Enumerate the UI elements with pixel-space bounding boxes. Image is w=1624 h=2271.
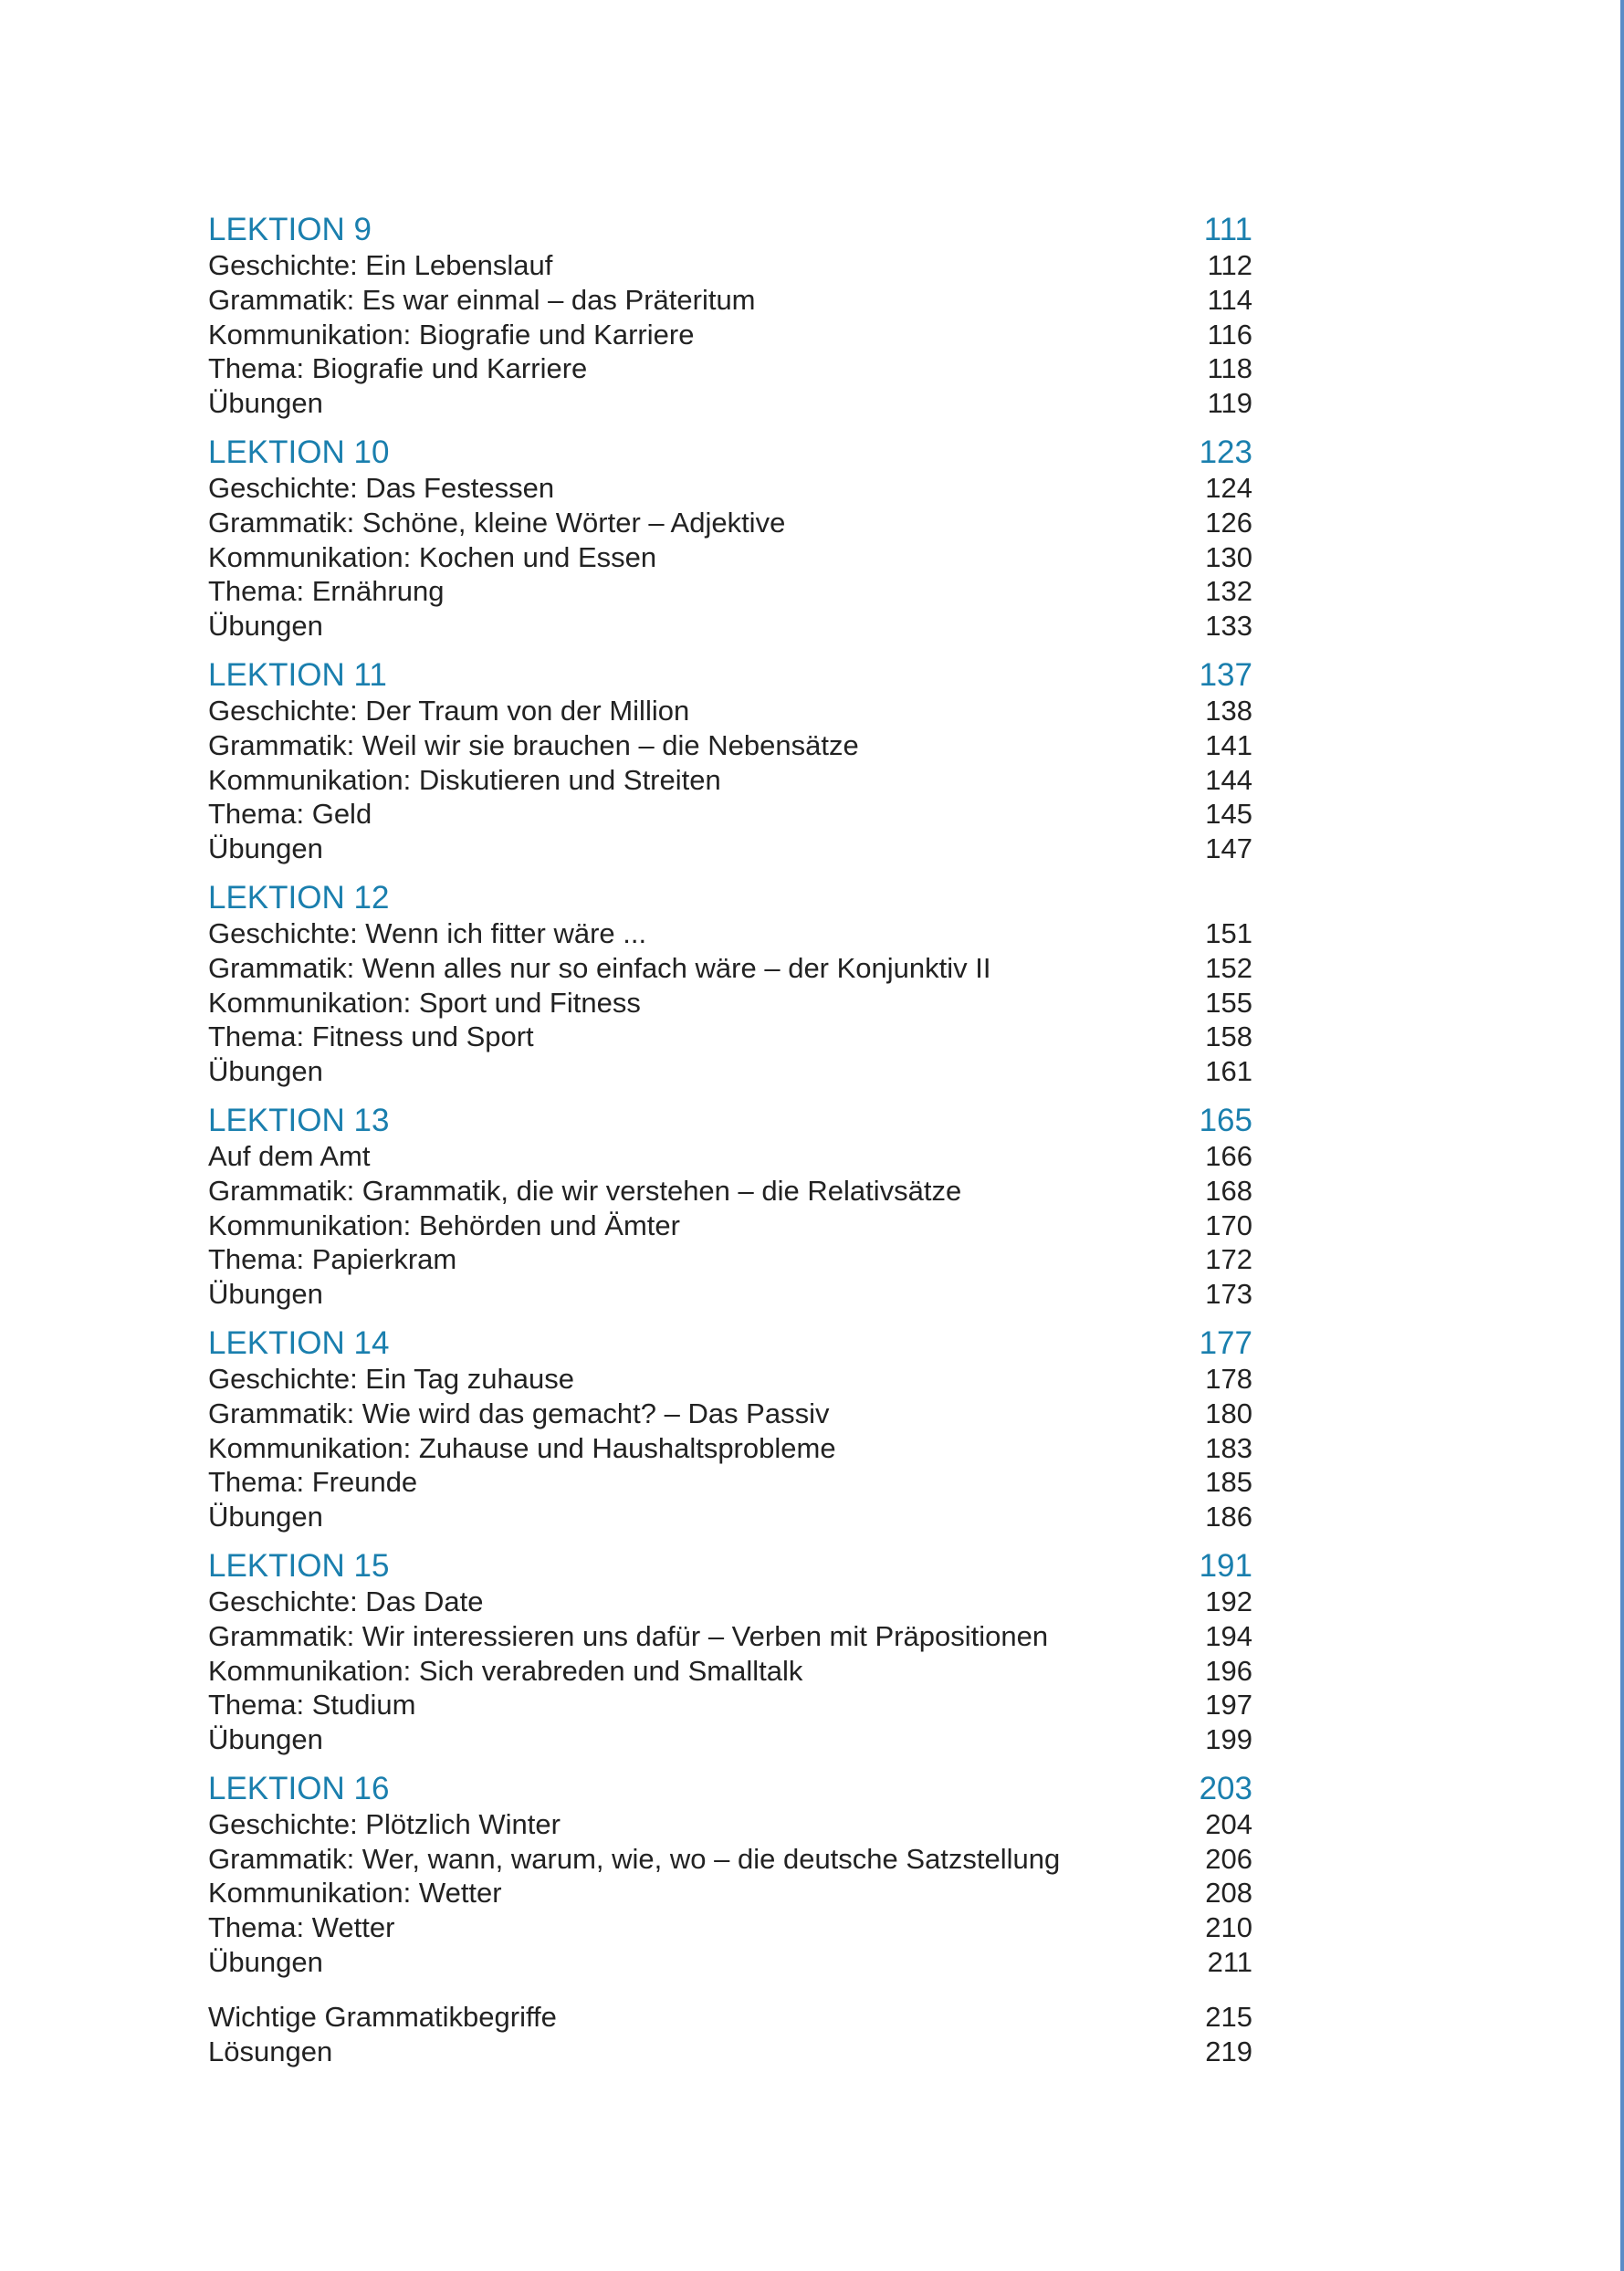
toc-entry-page-number: 116 (1207, 318, 1252, 351)
toc-entry-page-number: 199 (1205, 1723, 1252, 1756)
lesson-section (208, 1325, 1252, 1534)
toc-entry-label: Thema: Studium (208, 1689, 416, 1722)
toc-entry[interactable] (208, 506, 1252, 540)
toc-entry[interactable] (208, 1209, 1252, 1243)
toc-entry[interactable] (208, 1807, 1252, 1842)
toc-entry-page-number: 173 (1205, 1278, 1252, 1311)
toc-entry-page-number: 211 (1207, 1946, 1252, 1979)
toc-entry-page-number: 185 (1205, 1466, 1252, 1499)
lesson-heading-page-number: 191 (1199, 1547, 1252, 1584)
toc-entry-label: Kommunikation: Diskutieren und Streiten (208, 763, 721, 796)
toc-entry[interactable] (208, 283, 1252, 318)
toc-entry-label: Kommunikation: Sich verabreden und Smalltalk (208, 1654, 803, 1687)
toc-entry[interactable] (208, 1174, 1252, 1209)
toc-entry[interactable] (208, 609, 1252, 644)
toc-entry[interactable] (208, 1431, 1252, 1466)
toc-entry-page-number: 210 (1205, 1911, 1252, 1944)
toc-entry[interactable] (208, 1876, 1252, 1910)
toc-entry-label: Grammatik: Wie wird das gemacht? – Das Passiv (208, 1397, 830, 1429)
toc-entry-page-number: 168 (1205, 1174, 1252, 1207)
toc-entry-label: Übungen (208, 1723, 323, 1756)
toc-entry[interactable] (208, 1910, 1252, 1945)
appendix-entry[interactable] (208, 2000, 1252, 2035)
toc-entry-label: Thema: Biografie und Karriere (208, 352, 588, 385)
lesson-heading[interactable] (208, 1103, 1252, 1139)
lesson-heading-page-number: 203 (1199, 1770, 1252, 1806)
toc-entry[interactable] (208, 1500, 1252, 1534)
toc-entry[interactable] (208, 1654, 1252, 1689)
toc-entry-page-number: 197 (1205, 1689, 1252, 1722)
lesson-heading-label: LEKTION 9 (208, 212, 372, 247)
toc-entry[interactable] (208, 1945, 1252, 1980)
toc-entry[interactable] (208, 832, 1252, 866)
toc-entry[interactable] (208, 471, 1252, 506)
lesson-heading[interactable] (208, 880, 1252, 916)
toc-entry-label: Grammatik: Wir interessieren uns dafür – Verben mit Präpositionen (208, 1619, 1049, 1652)
toc-entry[interactable] (208, 797, 1252, 832)
toc-entry-label: Kommunikation: Kochen und Essen (208, 540, 657, 573)
toc-entry[interactable] (208, 763, 1252, 798)
lesson-section (208, 212, 1252, 421)
appendix-entry-page-number: 219 (1205, 2035, 1252, 2067)
toc-entry[interactable] (208, 916, 1252, 951)
lesson-heading[interactable] (208, 1548, 1252, 1585)
toc-entry[interactable] (208, 1842, 1252, 1877)
toc-entry-label: Thema: Freunde (208, 1466, 418, 1499)
toc-entry-label: Übungen (208, 832, 323, 865)
lesson-heading-label: LEKTION 11 (208, 656, 387, 693)
toc-entry-page-number: 112 (1207, 249, 1252, 281)
lesson-heading-page-number: 111 (1203, 212, 1252, 247)
toc-entry-page-number: 155 (1205, 986, 1252, 1019)
toc-entry[interactable] (208, 386, 1252, 421)
toc-entry-page-number: 138 (1205, 694, 1252, 727)
toc-entry-label: Übungen (208, 1055, 323, 1088)
toc-entry-label: Thema: Wetter (208, 1911, 395, 1944)
toc-entry-page-number: 170 (1205, 1209, 1252, 1241)
toc-entry-label: Geschichte: Ein Lebenslauf (208, 249, 553, 281)
lesson-heading[interactable] (208, 1771, 1252, 1807)
toc-entry-label: Kommunikation: Biografie und Karriere (208, 318, 695, 351)
toc-entry[interactable] (208, 1139, 1252, 1174)
toc-entry-label: Geschichte: Das Festessen (208, 471, 555, 504)
toc-entry-page-number: 204 (1205, 1807, 1252, 1840)
toc-entry-label: Thema: Ernährung (208, 575, 445, 608)
toc-entry-page-number: 119 (1207, 387, 1252, 420)
toc-entry[interactable] (208, 1619, 1252, 1654)
toc-entry[interactable] (208, 540, 1252, 575)
appendix-entry[interactable] (208, 2035, 1252, 2069)
toc-entry-label: Übungen (208, 387, 323, 420)
toc-entry-page-number: 114 (1207, 283, 1252, 316)
toc-entry-label: Thema: Papierkram (208, 1243, 457, 1276)
toc-entry[interactable] (208, 318, 1252, 352)
appendix-entry-page-number: 215 (1205, 2000, 1252, 2033)
lesson-heading-label: LEKTION 15 (208, 1547, 390, 1584)
lesson-section (208, 1103, 1252, 1312)
toc-entry-page-number: 132 (1205, 575, 1252, 608)
toc-entry[interactable] (208, 694, 1252, 728)
toc-entry[interactable] (208, 1397, 1252, 1431)
toc-entry[interactable] (208, 951, 1252, 986)
lesson-section (208, 1771, 1252, 1980)
toc-entry[interactable] (208, 1242, 1252, 1277)
toc-entry-page-number: 133 (1205, 610, 1252, 643)
lesson-heading-label: LEKTION 10 (208, 434, 390, 470)
toc-entry-page-number: 194 (1205, 1619, 1252, 1652)
toc-entry[interactable] (208, 1465, 1252, 1500)
toc-entry-label: Geschichte: Wenn ich fitter wäre ... (208, 916, 647, 949)
toc-entry[interactable] (208, 1688, 1252, 1722)
lesson-heading-label: LEKTION 14 (208, 1324, 390, 1361)
toc-entry-page-number: 151 (1205, 916, 1252, 949)
toc-entry-page-number: 183 (1205, 1431, 1252, 1464)
toc-entry-label: Grammatik: Schöne, kleine Wörter – Adjektive (208, 506, 786, 539)
appendix-entry-label: Lösungen (208, 2035, 333, 2067)
lesson-section (208, 434, 1252, 644)
toc-entry[interactable] (208, 728, 1252, 763)
page-edge-rule (1620, 0, 1624, 2271)
toc-entry[interactable] (208, 574, 1252, 609)
toc-entry-page-number: 161 (1205, 1055, 1252, 1088)
lesson-heading[interactable] (208, 212, 1252, 248)
toc-entry-page-number: 158 (1205, 1020, 1252, 1053)
toc-entry[interactable] (208, 351, 1252, 386)
lesson-heading-page-number: 177 (1199, 1324, 1252, 1361)
toc-entry-page-number: 147 (1205, 832, 1252, 865)
toc-entry[interactable] (208, 1277, 1252, 1312)
toc-entry[interactable] (208, 1362, 1252, 1397)
toc-entry-label: Geschichte: Das Date (208, 1585, 484, 1617)
toc-entry-label: Thema: Geld (208, 798, 372, 831)
toc-entry-page-number: 141 (1205, 728, 1252, 761)
toc-entry-page-number: 144 (1205, 763, 1252, 796)
toc-entry-page-number: 208 (1205, 1877, 1252, 1910)
lesson-list (208, 212, 1252, 1980)
lesson-heading[interactable] (208, 657, 1252, 694)
toc-entry-label: Grammatik: Wenn alles nur so einfach wäre – der Konjunktiv II (208, 951, 991, 984)
toc-entry-page-number: 126 (1205, 506, 1252, 539)
toc-entry-page-number: 118 (1207, 352, 1252, 385)
toc-entry-label: Geschichte: Ein Tag zuhause (208, 1362, 574, 1395)
toc-entry[interactable] (208, 1722, 1252, 1757)
lesson-heading-page-number: 165 (1199, 1102, 1252, 1138)
toc-entry-page-number: 124 (1205, 471, 1252, 504)
toc-entry-label: Kommunikation: Sport und Fitness (208, 986, 641, 1019)
toc-entry-label: Kommunikation: Wetter (208, 1877, 502, 1910)
toc-entry-label: Übungen (208, 1278, 323, 1311)
appendix-entry-label: Wichtige Grammatikbegriffe (208, 2000, 557, 2033)
table-of-contents (208, 212, 1252, 2068)
toc-entry-page-number: 152 (1205, 951, 1252, 984)
toc-entry-page-number: 178 (1205, 1362, 1252, 1395)
toc-entry-label: Grammatik: Grammatik, die wir verstehen – die Relativsätze (208, 1174, 962, 1207)
toc-entry-label: Geschichte: Plötzlich Winter (208, 1807, 561, 1840)
toc-entry-page-number: 130 (1205, 540, 1252, 573)
toc-entry-label: Auf dem Amt (208, 1139, 371, 1172)
toc-entry-label: Kommunikation: Zuhause und Haushaltsprobleme (208, 1431, 836, 1464)
lesson-section (208, 657, 1252, 866)
toc-entry[interactable] (208, 1585, 1252, 1619)
toc-entry-page-number: 192 (1205, 1585, 1252, 1617)
toc-entry-label: Übungen (208, 1501, 323, 1533)
toc-entry-label: Grammatik: Wer, wann, warum, wie, wo – die deutsche Satzstellung (208, 1842, 1061, 1875)
lesson-heading-page-number: 123 (1199, 434, 1252, 470)
toc-entry-label: Grammatik: Weil wir sie brauchen – die Nebensätze (208, 728, 859, 761)
toc-entry-page-number: 206 (1205, 1842, 1252, 1875)
toc-entry[interactable] (208, 986, 1252, 1020)
toc-entry-label: Geschichte: Der Traum von der Million (208, 694, 690, 727)
lesson-section (208, 1548, 1252, 1757)
toc-entry[interactable] (208, 1054, 1252, 1089)
toc-entry-page-number: 166 (1205, 1139, 1252, 1172)
lesson-heading-label: LEKTION 13 (208, 1102, 390, 1138)
toc-entry-page-number: 196 (1205, 1654, 1252, 1687)
toc-entry-page-number: 186 (1205, 1501, 1252, 1533)
toc-entry[interactable] (208, 248, 1252, 283)
toc-entry-label: Übungen (208, 610, 323, 643)
toc-entry[interactable] (208, 1020, 1252, 1054)
toc-entry-label: Kommunikation: Behörden und Ämter (208, 1209, 680, 1241)
appendix-list (208, 2000, 1252, 2069)
toc-entry-page-number: 145 (1205, 798, 1252, 831)
lesson-heading-page-number: 137 (1199, 656, 1252, 693)
lesson-section (208, 880, 1252, 1089)
lesson-heading[interactable] (208, 434, 1252, 471)
lesson-heading[interactable] (208, 1325, 1252, 1362)
toc-entry-page-number: 172 (1205, 1243, 1252, 1276)
toc-entry-label: Grammatik: Es war einmal – das Präteritum (208, 283, 756, 316)
lesson-heading-label: LEKTION 12 (208, 879, 390, 916)
toc-entry-label: Thema: Fitness und Sport (208, 1020, 534, 1053)
toc-entry-label: Übungen (208, 1946, 323, 1979)
lesson-heading-label: LEKTION 16 (208, 1770, 390, 1806)
toc-entry-page-number: 180 (1205, 1397, 1252, 1429)
